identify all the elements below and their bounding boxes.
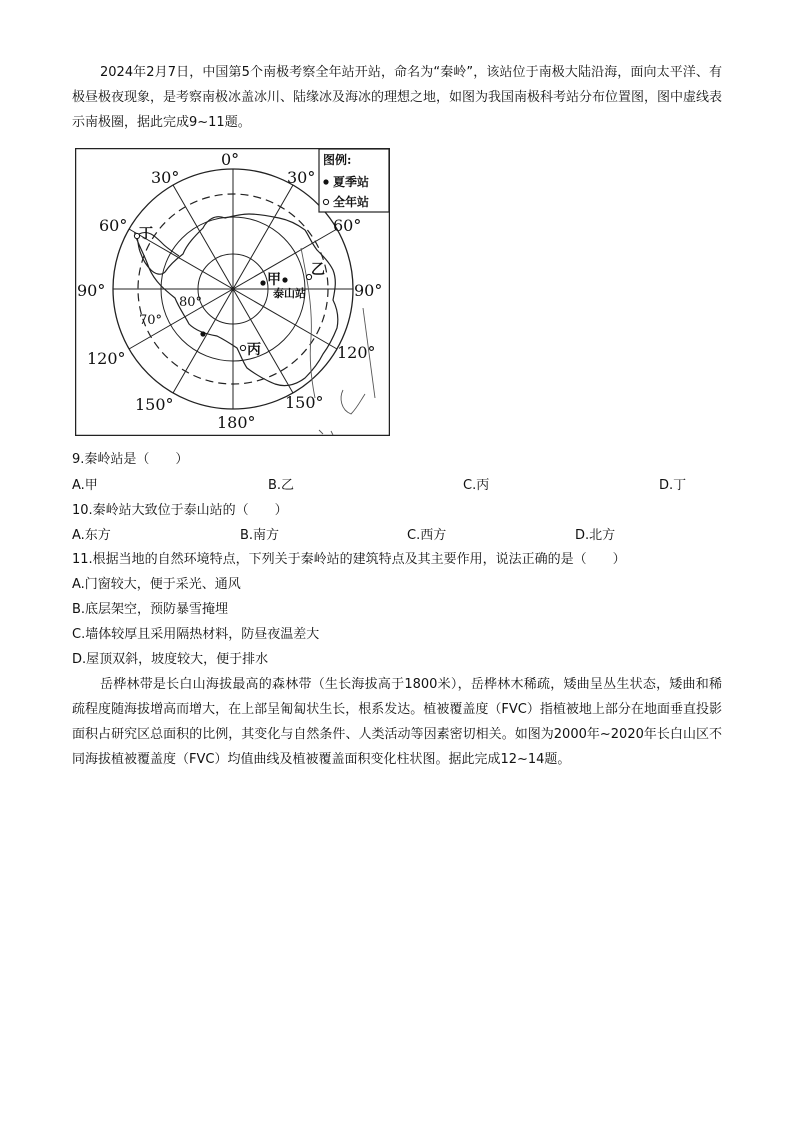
label-30-right: 30° [287,168,316,187]
q9-option-d[interactable]: D.丁 [659,478,687,493]
q10-option-a[interactable]: A.东方 [72,528,111,543]
legend-summer-label: 夏季站 [333,175,370,189]
legend-year-marker [323,199,328,204]
q10-option-b[interactable]: B.南方 [240,528,280,543]
label-60-left: 60° [99,216,128,235]
label-60-right: 60° [333,216,362,235]
label-taishan: 泰山站 [273,287,306,300]
label-station-bing: 丙 [247,342,261,358]
label-90-left: 90° [77,281,106,300]
label-station-jia: 甲 [267,272,281,288]
q9-stem: 9.秦岭站是（ ） [72,452,189,467]
label-150-left: 150° [135,395,174,414]
q11-option-a[interactable]: A.门窗较大，便于采光、通风 [72,577,241,592]
label-120-right: 120° [337,343,376,362]
station-bing-marker [240,345,245,350]
q11-option-b[interactable]: B.底层架空，预防暴雪掩埋 [72,602,229,617]
station-jia-marker [260,280,265,285]
label-90-right: 90° [354,281,383,300]
label-lat-80: 80° [179,295,203,310]
label-station-ding: 丁 [139,226,153,242]
legend-title: 图例: [323,153,352,167]
intro-paragraph-1: 2024年2月7日，中国第5个南极考察全年站开站，命名为“秦岭”，该站位于南极大陆沿海，面向太平洋、有极昼极夜现象，是考察南极冰盖冰川、陆缘冰及海冰的理想之地，如图为我国南极科考站分布位置图，图中虚线表示南极圈，据此完成9~11题。 [72,65,723,130]
q10-stem: 10.秦岭站大致位于泰山站的（ ） [72,503,288,518]
station-west-marker [200,331,205,336]
label-30-left: 30° [151,168,180,187]
label-lat-70: 70° [139,313,163,328]
antarctic-station-map [75,148,390,436]
legend-summer-marker [323,179,328,184]
q11-stem: 11.根据当地的自然环境特点，下列关于秦岭站的建筑特点及其主要作用，说法正确的是（ ） [72,552,626,567]
station-taishan-marker [282,277,287,282]
q10-option-c[interactable]: C.西方 [407,528,447,543]
q10-option-d[interactable]: D.北方 [575,528,616,543]
q11-option-d[interactable]: D.屋顶双斜，坡度较大，便于排水 [72,652,269,667]
label-120-left: 120° [87,349,126,368]
label-150-right: 150° [285,393,324,412]
q9-option-a[interactable]: A.甲 [72,478,98,493]
q9-option-b[interactable]: B.乙 [268,478,295,493]
q11-option-c[interactable]: C.墙体较厚且采用隔热材料，防昼夜温差大 [72,627,320,642]
label-0: 0° [221,150,240,169]
legend-year-label: 全年站 [333,195,370,209]
label-station-yi: 乙 [311,262,325,278]
label-180: 180° [217,413,256,432]
intro-paragraph-2: 岳桦林带是长白山海拔最高的森林带（生长海拔高于1800米），岳桦林木稀疏，矮曲呈丛生状态，矮曲和稀疏程度随海拔增高而增大，在上部呈匍匐状生长，根系发达。植被覆盖度（FVC）指植被地上部分在地面垂直投影面积占研究区总面积的比例，其变化与自然条件、人类活动等因素密切相关。如图为2000年~2020年长白山区不同海拔植被覆盖度（FVC）均值曲线及植被覆盖面积变化柱状图。据此完成12~14题。 [72,677,722,767]
q9-option-c[interactable]: C.丙 [463,478,490,493]
